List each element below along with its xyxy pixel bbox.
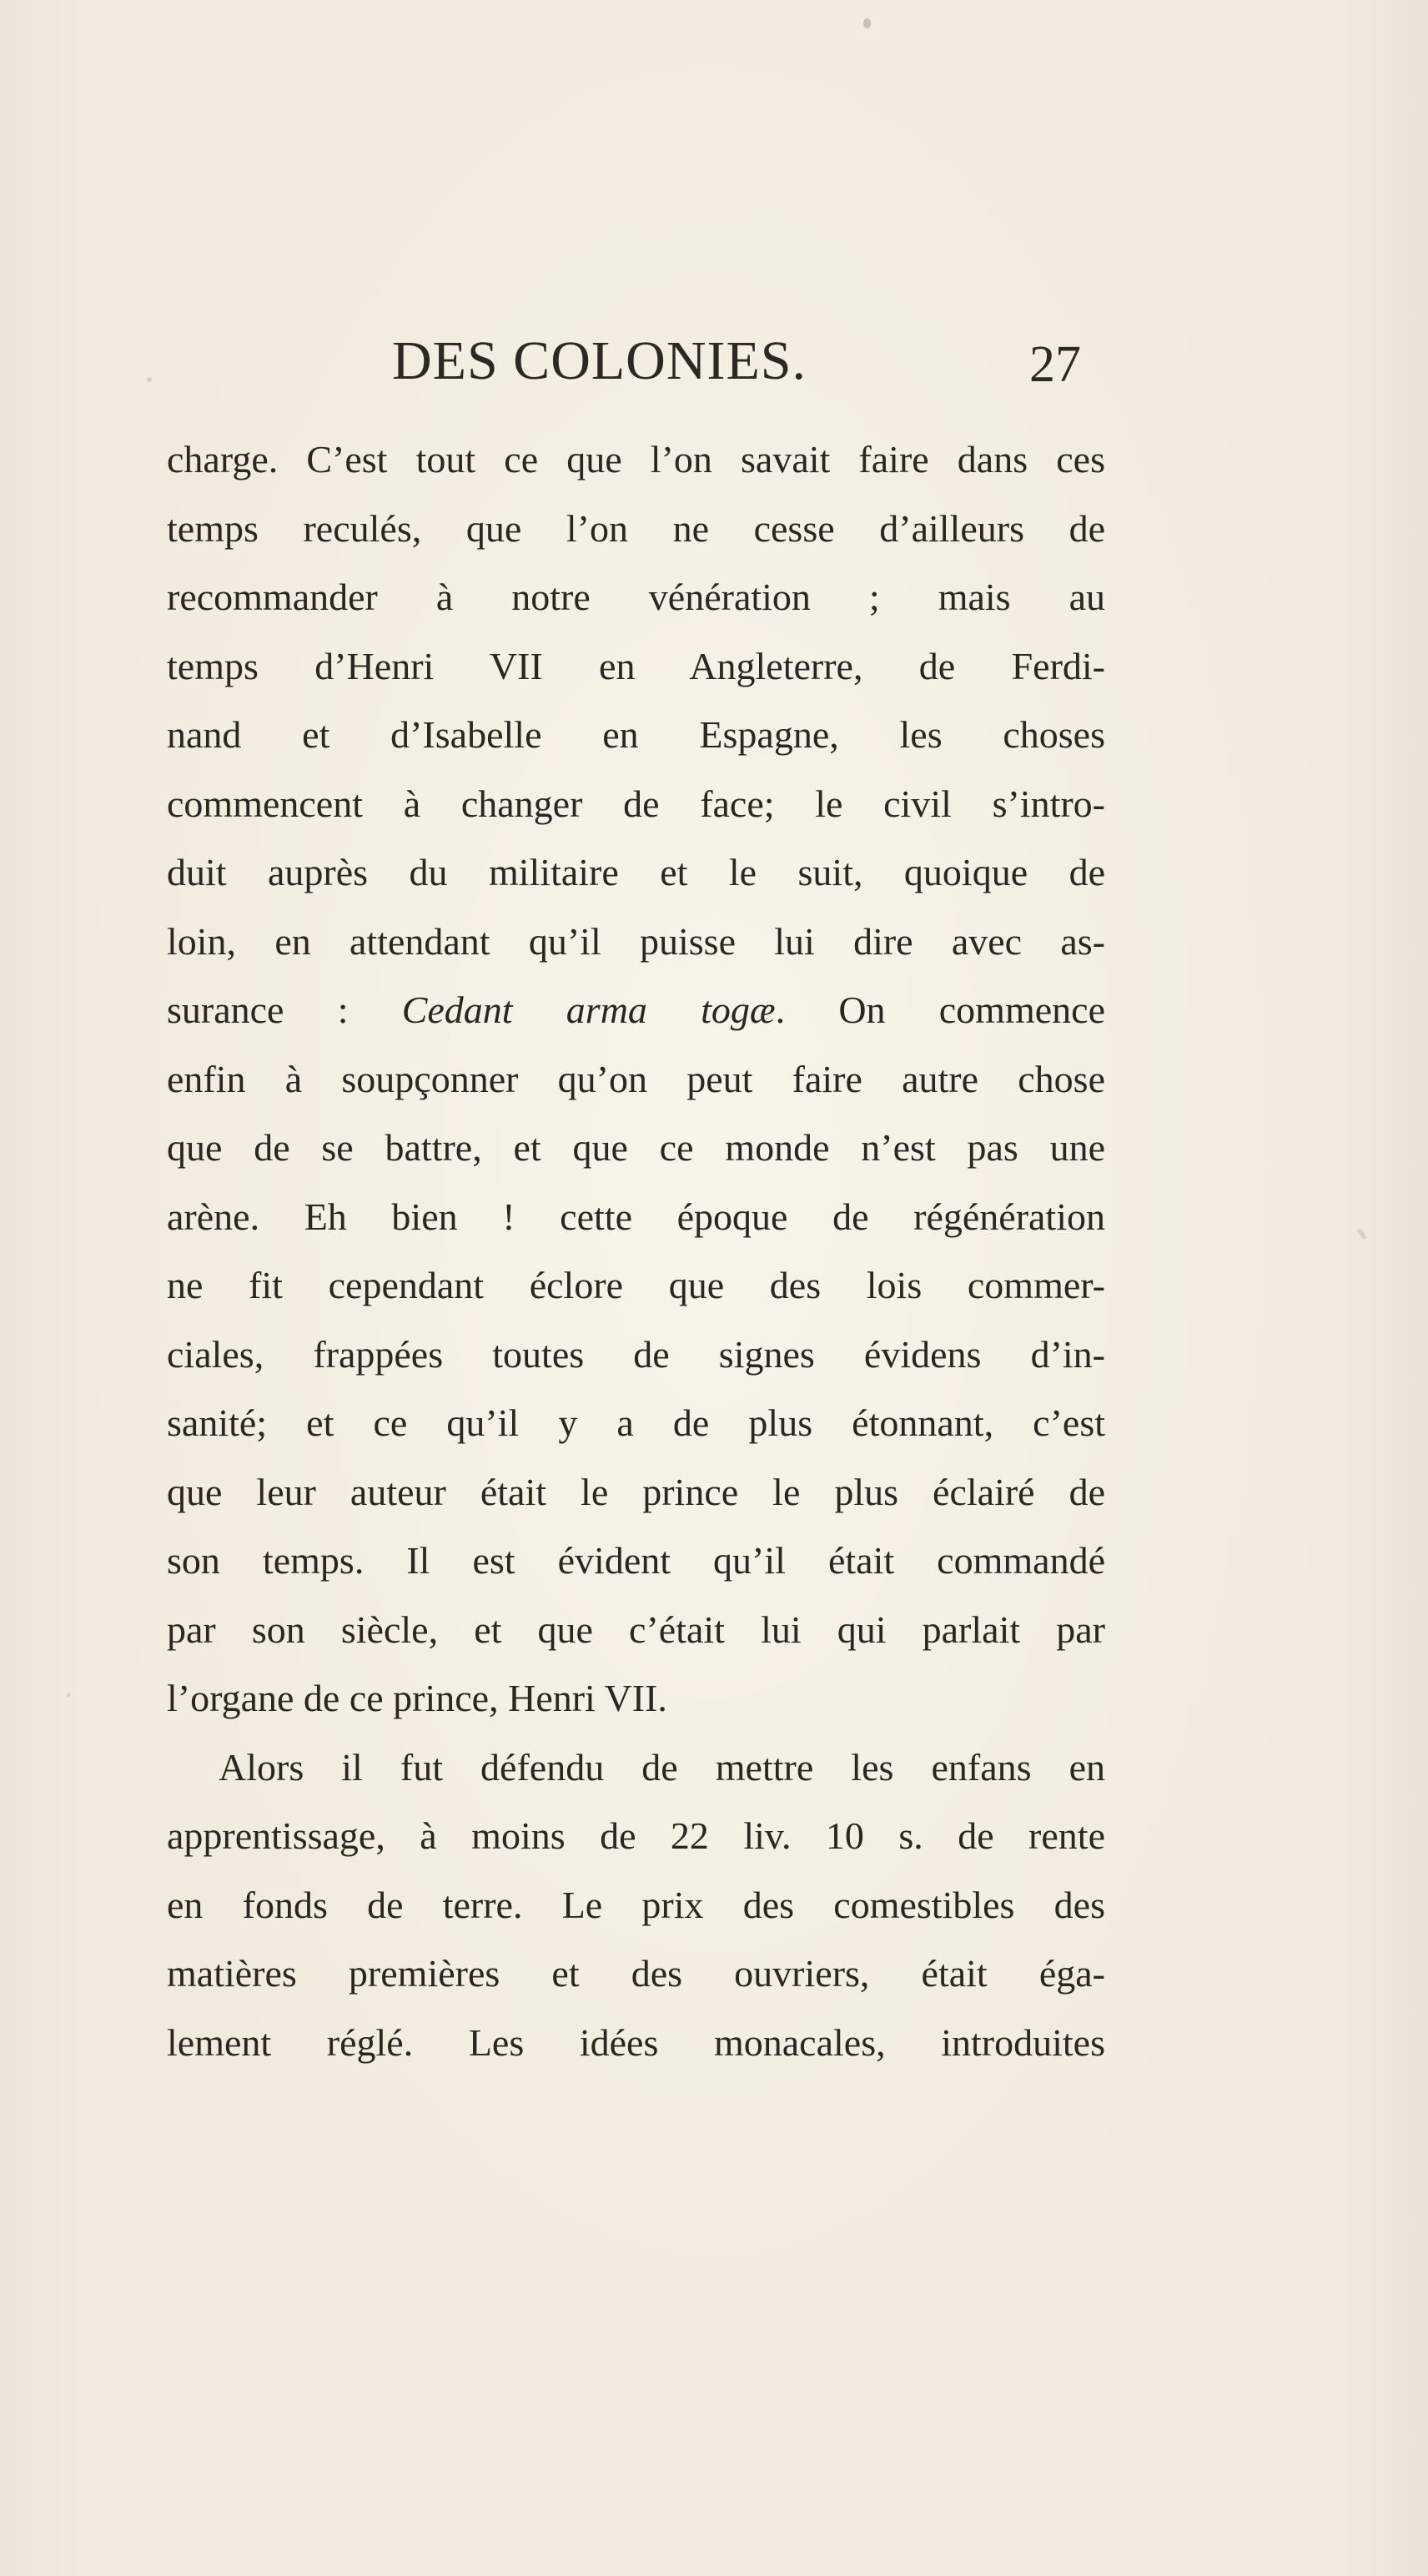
text-line: loin, en attendant qu’il puisse lui dire avec as-: [167, 919, 1105, 963]
page-number: 27: [1029, 336, 1081, 393]
text-line: lement réglé. Les idées monacales, introduites: [167, 2020, 1105, 2064]
text-line: sanité; et ce qu’il y a de plus étonnant, c’est: [167, 1401, 1105, 1444]
text-segment: surance :: [167, 989, 402, 1031]
text-line: par son siècle, et que c’était lui qui parlait par: [167, 1607, 1105, 1651]
text-line: que de se battre, et que ce monde n’est pas une: [167, 1126, 1105, 1169]
text-line: duit auprès du militaire et le suit, quoique de: [167, 851, 1105, 893]
text-line: arène. Eh bien ! cette époque de régénération: [167, 1195, 1105, 1238]
text-line: l’organe de ce prince, Henri VII.: [167, 1677, 667, 1719]
paper-speck: [67, 1693, 70, 1697]
text-line-with-latin-quote: [167, 976, 1105, 1045]
text-line: ciales, frappées toutes de signes évidens d’in-: [167, 1332, 1105, 1376]
text-line: matières premières et des ouvriers, était éga-: [167, 1952, 1105, 1995]
paper-speck: [863, 18, 871, 28]
text-line: commencent à changer de face; le civil s’intro-: [167, 782, 1105, 825]
text-line: que leur auteur était le prince le plus éclairé de: [167, 1470, 1105, 1513]
text-line: recommander à notre vénération ; mais au: [167, 576, 1105, 618]
running-title: DES COLONIES.: [392, 330, 807, 391]
paper-speck: [1356, 1228, 1366, 1240]
paragraph-1: [167, 425, 1105, 1733]
text-line: Alors il fut défendu de mettre les enfans en: [219, 1745, 1105, 1789]
text-line: temps d’Henri VII en Angleterre, de Ferdi-: [167, 644, 1105, 687]
paragraph-2: [167, 1733, 1105, 2078]
text-line: nand et d’Isabelle en Espagne, les choses: [167, 713, 1105, 756]
text-line: enfin à soupçonner qu’on peut faire autre chose: [167, 1057, 1105, 1100]
running-head: [0, 315, 1428, 407]
text-line: son temps. Il est évident qu’il était commandé: [167, 1539, 1105, 1582]
text-line: apprentissage, à moins de 22 liv. 10 s. de rente: [167, 1814, 1105, 1857]
body-text: [167, 425, 1105, 2077]
latin-quote: Cedant arma togæ: [401, 989, 776, 1031]
text-line: temps reculés, que l’on ne cesse d’ailleurs de: [167, 506, 1105, 550]
paper-speck: [147, 377, 152, 382]
text-line: en fonds de terre. Le prix des comestibles des: [167, 1883, 1105, 1926]
text-line: charge. C’est tout ce que l’on savait faire dans ces: [167, 438, 1105, 480]
text-line: ne fit cependant éclore que des lois commer-: [167, 1264, 1105, 1306]
text-segment: . On commence: [775, 989, 1105, 1031]
